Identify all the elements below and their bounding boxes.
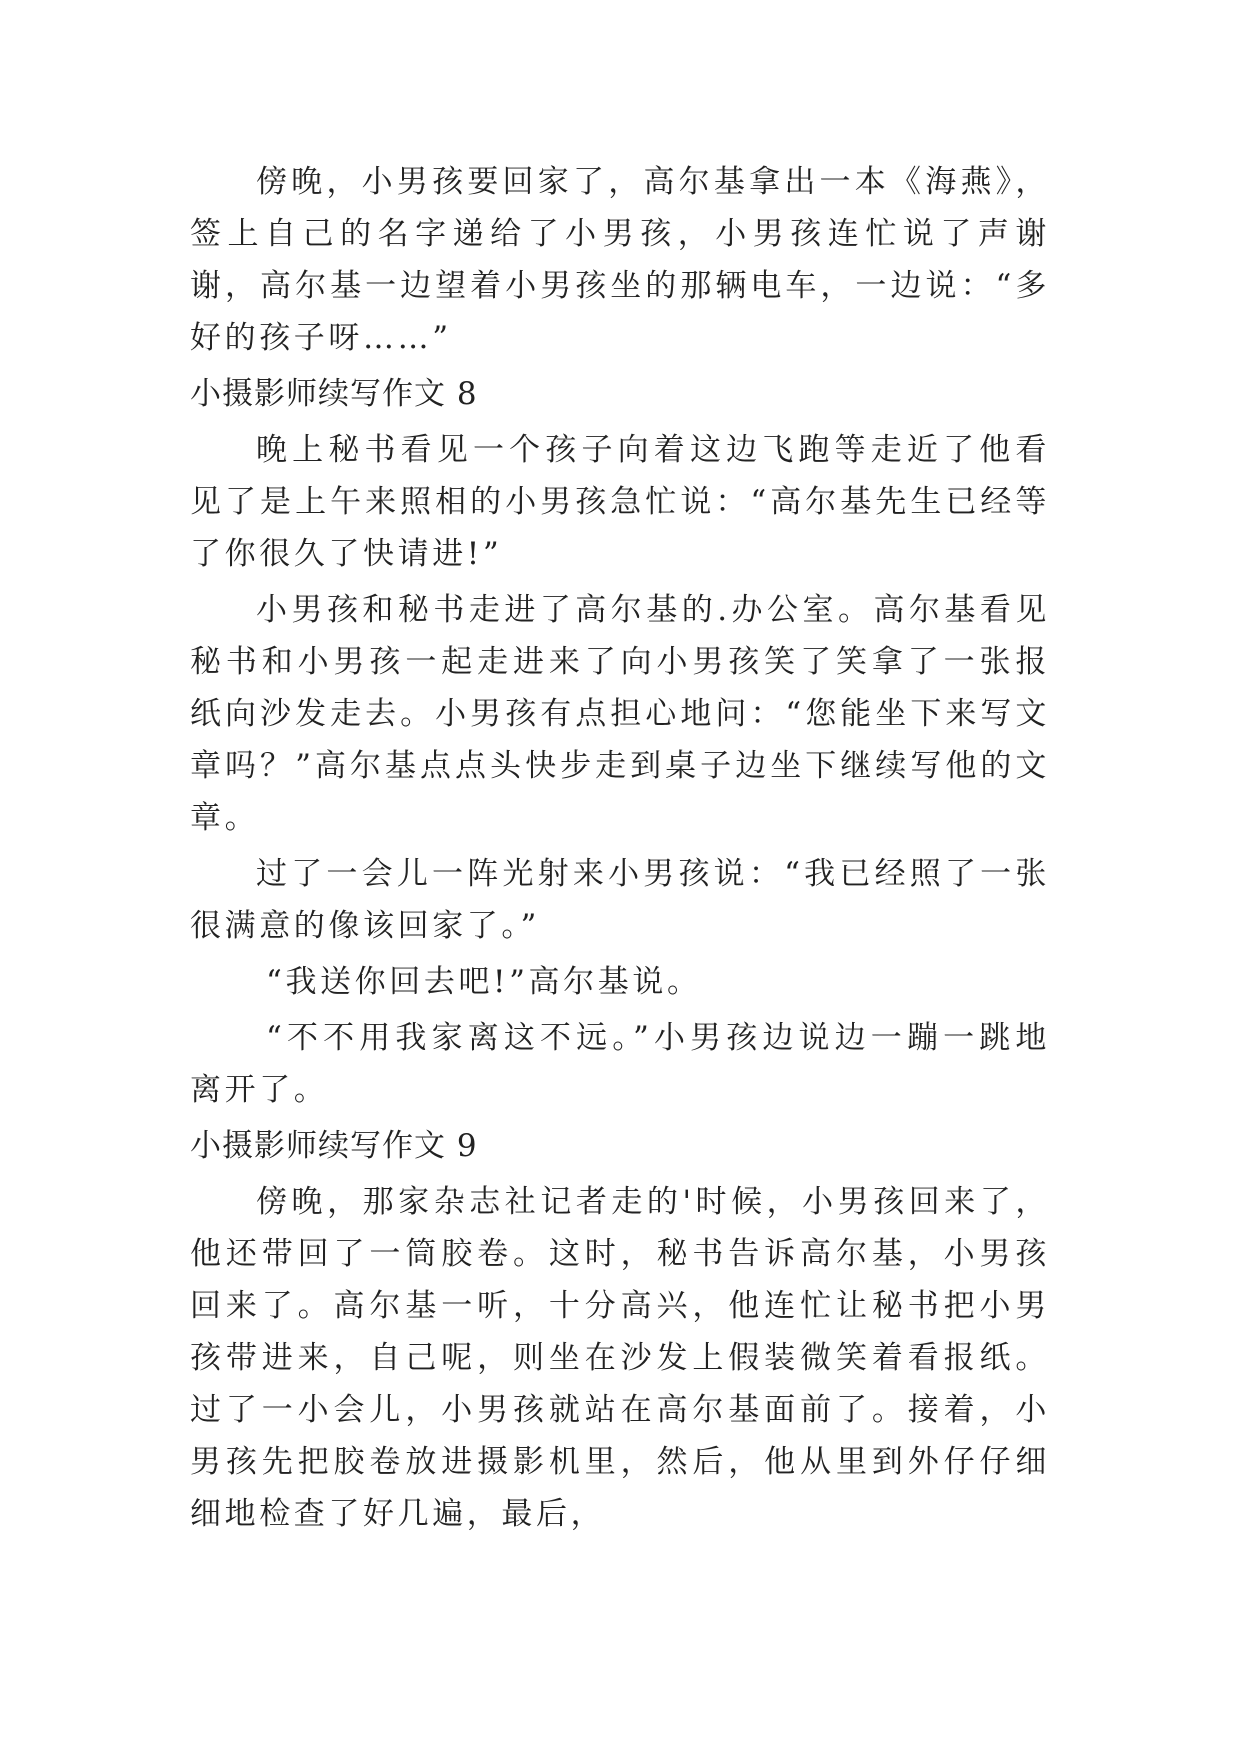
paragraph: 小男孩和秘书走进了高尔基的.办公室。高尔基看见秘书和小男孩一起走进来了向小男孩笑了笑拿了一张报纸向沙发走去。小男孩有点担心地问：“您能坐下来写文章吗？”高尔基点点头快步走到桌子边坐下继续写他的文章。 xyxy=(190,592,1050,836)
section-heading: 小摄影师续写作文 8 xyxy=(190,376,478,412)
paragraph: “不不用我家离这不远。”小男孩边说边一蹦一跳地离开了。 xyxy=(190,1020,1050,1108)
document-page xyxy=(190,156,1050,1544)
section-heading: 小摄影师续写作文 9 xyxy=(190,1128,478,1164)
paragraph: 傍晚，小男孩要回家了，高尔基拿出一本《海燕》，签上自己的名字递给了小男孩，小男孩连忙说了声谢谢，高尔基一边望着小男孩坐的那辆电车，一边说：“多好的孩子呀……” xyxy=(190,164,1050,356)
paragraph: “我送你回去吧!”高尔基说。 xyxy=(266,964,702,1000)
paragraph: 傍晚，那家杂志社记者走的'时候，小男孩回来了，他还带回了一筒胶卷。这时，秘书告诉高尔基，小男孩回来了。高尔基一听，十分高兴，他连忙让秘书把小男孩带进来，自己呢，则坐在沙发上假装微笑着看报纸。过了一小会儿，小男孩就站在高尔基面前了。接着，小男孩先把胶卷放进摄影机里，然后，他从里到外仔仔细细地检查了好几遍，最后， xyxy=(190,1184,1050,1532)
paragraph: 过了一会儿一阵光射来小男孩说：“我已经照了一张很满意的像该回家了。” xyxy=(190,856,1050,944)
paragraph: 晚上秘书看见一个孩子向着这边飞跑等走近了他看见了是上午来照相的小男孩急忙说：“高尔基先生已经等了你很久了快请进!” xyxy=(190,432,1050,572)
